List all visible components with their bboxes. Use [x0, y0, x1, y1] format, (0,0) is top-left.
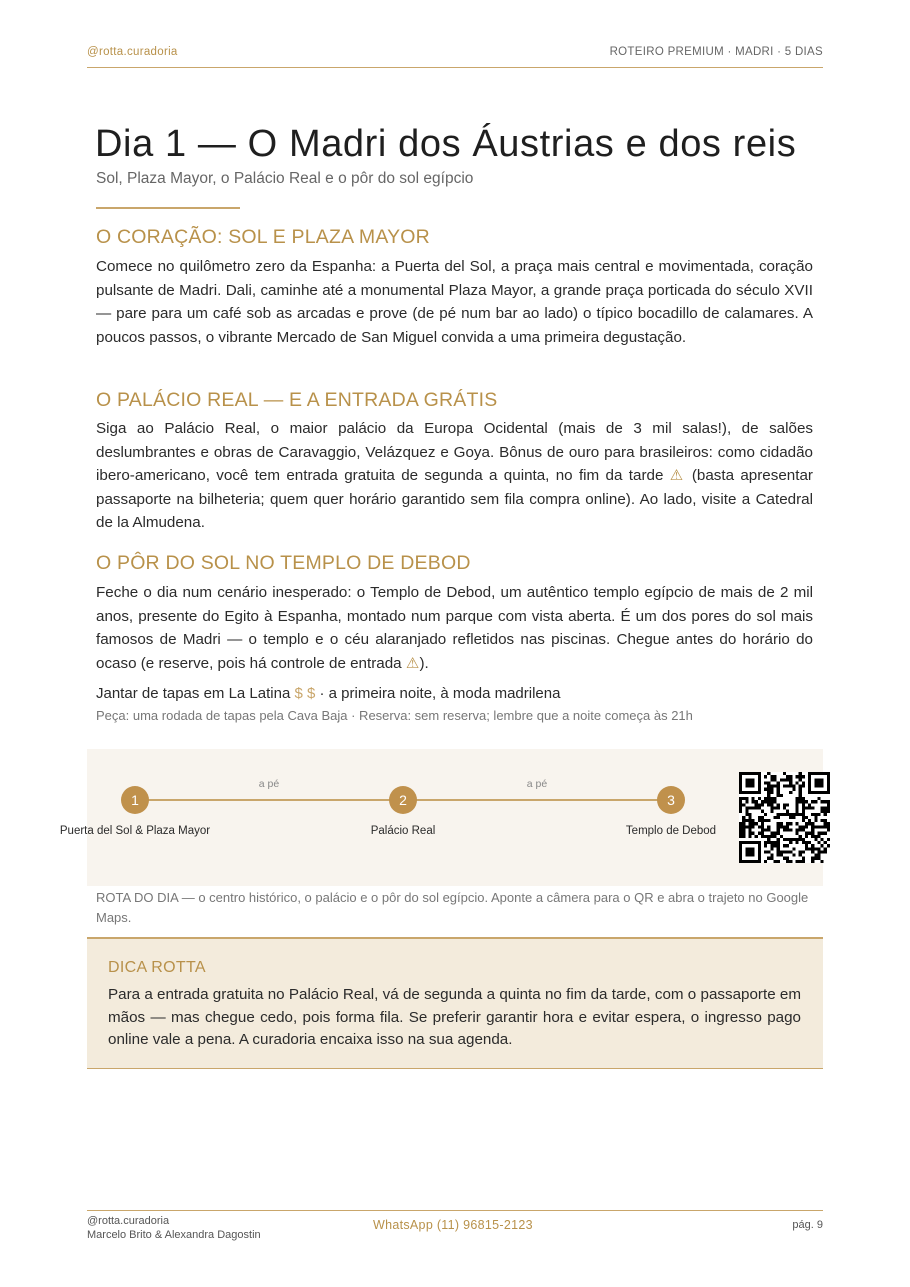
dinner-name: Jantar de tapas em La Latina	[96, 685, 291, 702]
dinner-note: · a primeira noite, à moda madrilena	[319, 685, 561, 702]
header-guide-title: ROTEIRO PREMIUM · MADRI · 5 DIAS	[609, 46, 823, 58]
section-text-debod: Feche o dia num cenário inesperado: o Templo de Debod, um autêntico templo egípcio de mais de 2 mil anos, presente do Egito à Espanha, montado num parque com vista aberta. É um dos pores do sol mais famosos de Madri — o templo e o céu alaranjado refletidos nas piscinas. Chegue antes do horário do ocaso (e reserve, pois há controle de entrada ⚠).	[96, 584, 813, 672]
price-indicator: $ $	[294, 685, 316, 702]
route-stop-label: Puerta del Sol & Plaza Mayor	[59, 825, 211, 837]
page-title: Dia 1 — O Madri dos Áustrias e dos reis	[95, 123, 797, 165]
route-leg-mode: a pé	[526, 778, 548, 790]
route-stop-marker: 1	[121, 786, 149, 814]
route-map-panel	[87, 749, 823, 886]
route-leg-line	[403, 799, 671, 801]
route-stop-marker: 3	[657, 786, 685, 814]
whatsapp-contact[interactable]: WhatsApp (11) 96815-2123	[373, 1218, 533, 1232]
dinner-line	[96, 685, 560, 702]
section-heading-sol: O CORAÇÃO: SOL E PLAZA MAYOR	[96, 226, 430, 248]
route-stop-marker: 2	[389, 786, 417, 814]
tip-text: Para a entrada gratuita no Palácio Real, vá de segunda a quinta no fim da tarde, com o passaporte em mãos — mas chegue cedo, pois forma fila. Se preferir garantir hora e evitar espera, o ingresso pago online vale a pena. A curadoria encaixa isso na sua agenda.	[108, 986, 801, 1048]
page-footer	[87, 1210, 823, 1241]
tip-title: DICA ROTTA	[108, 959, 206, 976]
page-subtitle: Sol, Plaza Mayor, o Palácio Real e o pôr do sol egípcio	[96, 170, 474, 187]
section-heading-debod: O PÔR DO SOL NO TEMPLO DE DEBOD	[96, 552, 471, 574]
tip-box	[87, 937, 823, 1069]
route-caption: ROTA DO DIA — o centro histórico, o palácio e o pôr do sol egípcio. Aponte a câmera para o QR e abra o trajeto no Google Maps.	[96, 890, 809, 925]
dinner-details: Peça: uma rodada de tapas pela Cava Baja · Reserva: sem reserva; lembre que a noite começa às 21h	[96, 708, 693, 723]
route-leg-line	[135, 799, 403, 801]
route-leg-mode: a pé	[258, 778, 280, 790]
warning-icon: ⚠	[669, 467, 686, 484]
route-stop-label: Templo de Debod	[625, 825, 717, 837]
footer-authors: Marcelo Brito & Alexandra Dagostin	[87, 1229, 261, 1241]
section-heading-palacio: O PALÁCIO REAL — E A ENTRADA GRÁTIS	[96, 389, 498, 411]
section-text-palacio: Siga ao Palácio Real, o maior palácio da Europa Ocidental (mais de 3 mil salas!), de salões deslumbrantes e obras de Caravaggio, Velázquez e Goya. Bônus de ouro para brasileiros: como cidadão ibero-americano, você tem entrada gratuita de segunda a quinta, no fim da tarde ⚠ (basta apresentar passaporte na bilheteria; quem quer horário garantido sem fila compra online). Ao lado, visite a Catedral de la Almudena.	[96, 420, 813, 531]
warning-icon: ⚠	[405, 654, 420, 672]
route-stop-label: Palácio Real	[370, 825, 436, 837]
section-text-sol: Comece no quilômetro zero da Espanha: a Puerta del Sol, a praça mais central e movimentada, coração pulsante de Madri. Dali, caminhe até a monumental Plaza Mayor, a grande praça porticada do século XVII — pare para um café sob as arcadas e prove (de pé num bar ao lado) o típico bocadillo de calamares. A poucos passos, o vibrante Mercado de San Miguel convida a uma primeira degustação.	[96, 258, 813, 346]
footer-handle: @rotta.curadoria	[87, 1215, 170, 1227]
footer-credits	[87, 1214, 261, 1242]
page-number: pág. 9	[792, 1219, 823, 1231]
page-header	[87, 46, 823, 68]
qr-code-icon[interactable]	[739, 772, 830, 863]
title-divider	[96, 207, 240, 209]
header-brand: @rotta.curadoria	[87, 46, 178, 58]
